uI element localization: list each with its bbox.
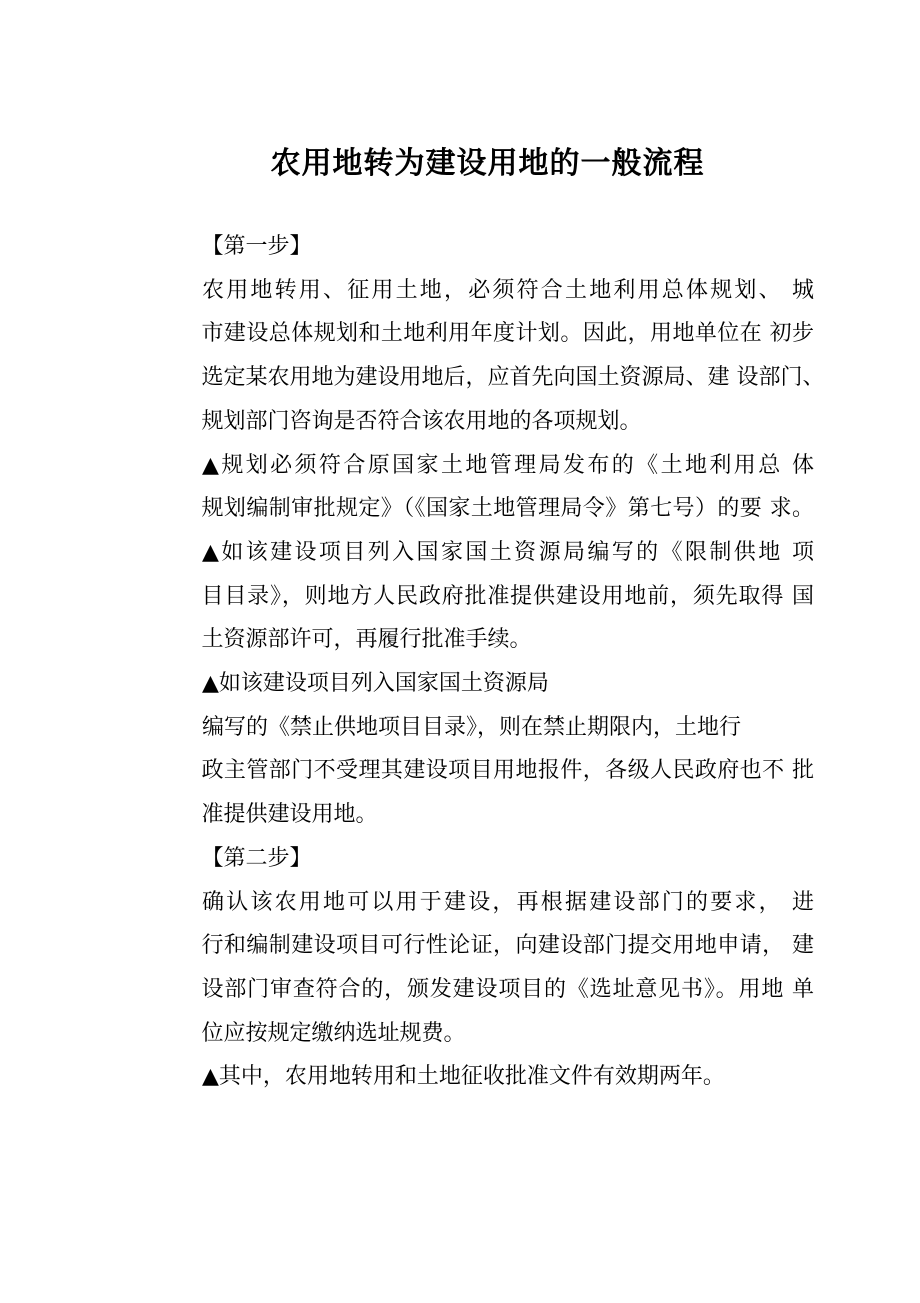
text-line: 选定某农用地为建设用地后，应首先向国土资源局、建 设部门、 [201,365,825,391]
paragraph [152,444,814,531]
text-line: 政主管部门不受理其建设项目用地报件，各级人民政府也不 批 [201,758,814,784]
text-line: 土资源部许可，再履行批准手续。 [201,627,532,653]
text-line: 设部门审查符合的，颁发建设项目的《选址意见书》。用地 单 [201,976,814,1002]
document-title: 农用地转为建设用地的一般流程 [270,146,705,181]
text-line: 规划编制审批规定》（《国家土地管理局令》第七号）的要 求。 [201,496,814,522]
text-line: 规划部门咨询是否符合该农用地的各项规划。 [201,408,642,434]
paragraph [152,706,814,837]
text-line: 市建设总体规划和土地利用年度计划。因此，用地单位在 初步 [201,321,814,347]
text-line: 确认该农用地可以用于建设，再根据建设部门的要求， 进 [202,889,814,915]
section-heading-step-2: 【第二步】 [201,845,312,871]
text-line: ▲如该建设项目列入国家国土资源局编写的《限制供地 项 [202,539,814,565]
document-body [152,225,825,1099]
text-line: 位应按规定缴纳选址规费。 [201,1020,466,1046]
text-line: ▲其中，农用地转用和土地征收批准文件有效期两年。 [202,1064,725,1090]
text-line: 编写的《禁止供地项目目录》，则在禁止期限内，土地行 [202,714,742,740]
text-line: ▲规划必须符合原国家土地管理局发布的《土地利用总 体 [202,452,814,478]
section-heading-step-1: 【第一步】 [201,234,312,259]
paragraph [152,531,814,662]
text-line: 准提供建设用地。 [201,802,378,828]
paragraph [152,1055,814,1099]
paragraph [152,269,825,444]
paragraph [152,881,814,1056]
text-line: 行和编制建设项目可行性论证，向建设部门提交用地申请， 建 [201,933,814,959]
text-line: 农用地转用、征用土地，必须符合土地利用总体规划、 城 [202,277,814,303]
text-line: ▲如该建设项目列入国家国土资源局 [202,671,549,697]
text-line: 目目录》，则地方人民政府批准提供建设用地前，须先取得 国 [201,583,814,609]
paragraph [152,662,814,706]
